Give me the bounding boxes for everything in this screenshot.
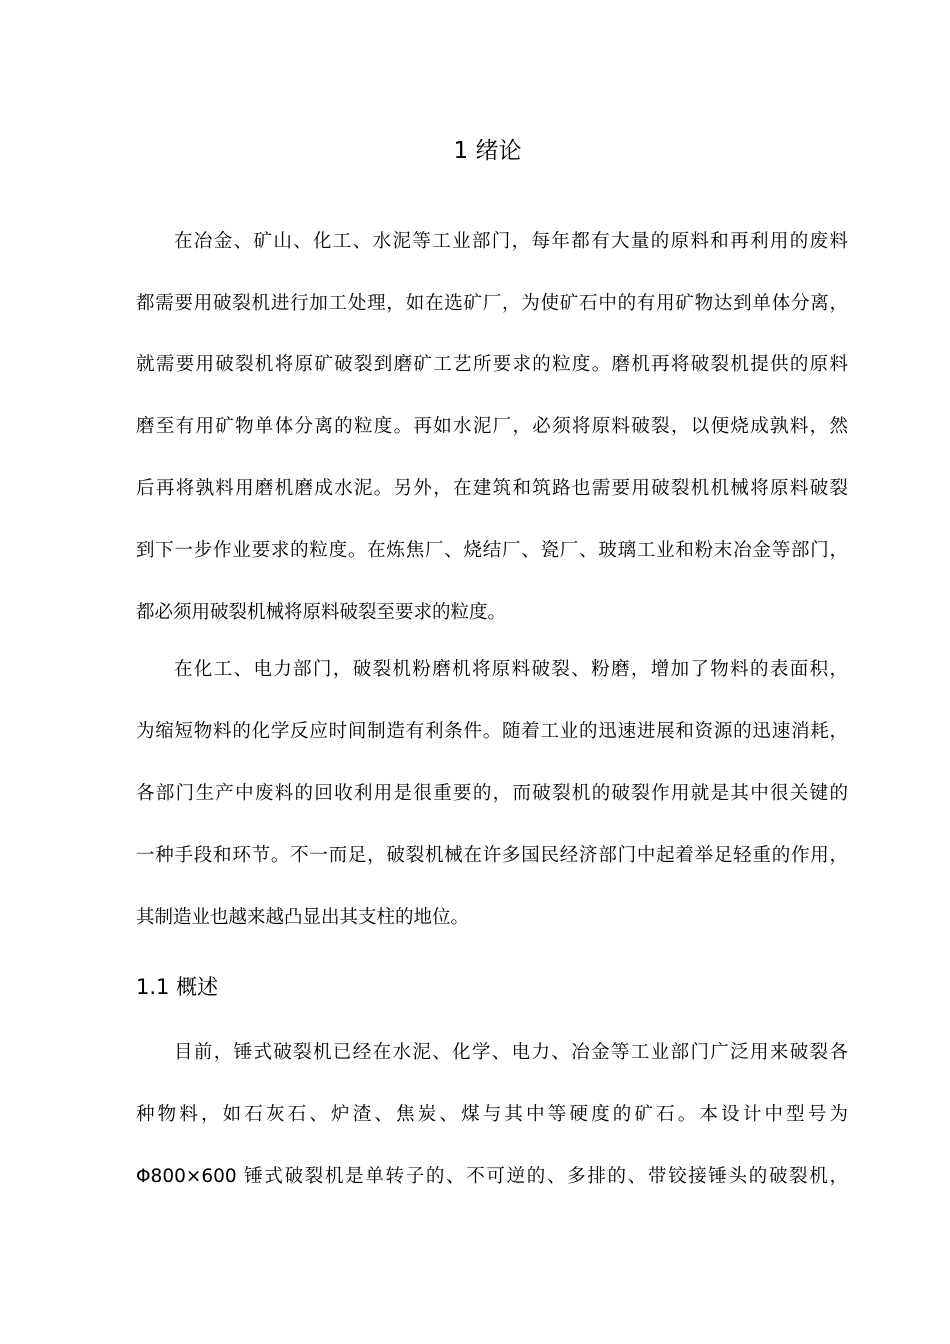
paragraph-2-line-5: 其制造业也越来越凸显出其支柱的地位。 xyxy=(136,907,470,928)
paragraph-2-line-4: 一种手段和环节。不一而足，破裂机械在许多国民经济部门中起着举足轻重的作用， xyxy=(136,845,848,866)
section-title: 1.1 概述 xyxy=(136,975,219,999)
paragraph-1-line-3: 就需要用破裂机将原矿破裂到磨矿工艺所要求的粒度。磨机再将破裂机提供的原料 xyxy=(136,354,848,375)
section-paragraph-line-1: 目前，锤式破裂机已经在水泥、化学、电力、冶金等工业部门广泛用来破裂各 xyxy=(174,1042,848,1063)
section-paragraph-line-3: Φ800×600 锤式破裂机是单转子的、不可逆的、多排的、带铰接锤头的破裂机， xyxy=(136,1166,848,1187)
paragraph-1-line-6: 到下一步作业要求的粒度。在炼焦厂、烧结厂、瓷厂、玻璃工业和粉末冶金等部门， xyxy=(136,540,848,561)
chapter-title: 1 绪论 xyxy=(453,138,522,164)
paragraph-1-line-5: 后再将孰料用磨机磨成水泥。另外，在建筑和筑路也需要用破裂机机械将原料破裂 xyxy=(136,478,848,499)
paragraph-1-line-1: 在冶金、矿山、化工、水泥等工业部门，每年都有大量的原料和再利用的废料 xyxy=(174,231,848,252)
paragraph-1-line-2: 都需要用破裂机进行加工处理，如在选矿厂，为使矿石中的有用矿物达到单体分离， xyxy=(136,293,848,314)
paragraph-2-line-1: 在化工、电力部门，破裂机粉磨机将原料破裂、粉磨，增加了物料的表面积， xyxy=(174,659,848,680)
paragraph-2-line-3: 各部门生产中废料的回收利用是很重要的，而破裂机的破裂作用就是其中很关键的 xyxy=(136,783,848,804)
paragraph-2-line-2: 为缩短物料的化学反应时间制造有利条件。随着工业的迅速进展和资源的迅速消耗， xyxy=(136,721,848,742)
paragraph-1-line-7: 都必须用破裂机械将原料破裂至要求的粒度。 xyxy=(136,602,507,623)
paragraph-1-line-4: 磨至有用矿物单体分离的粒度。再如水泥厂，必须将原料破裂，以便烧成孰料，然 xyxy=(136,416,848,437)
section-paragraph-line-2: 种物料，如石灰石、炉渣、焦炭、煤与其中等硬度的矿石。本设计中型号为 xyxy=(136,1104,848,1125)
